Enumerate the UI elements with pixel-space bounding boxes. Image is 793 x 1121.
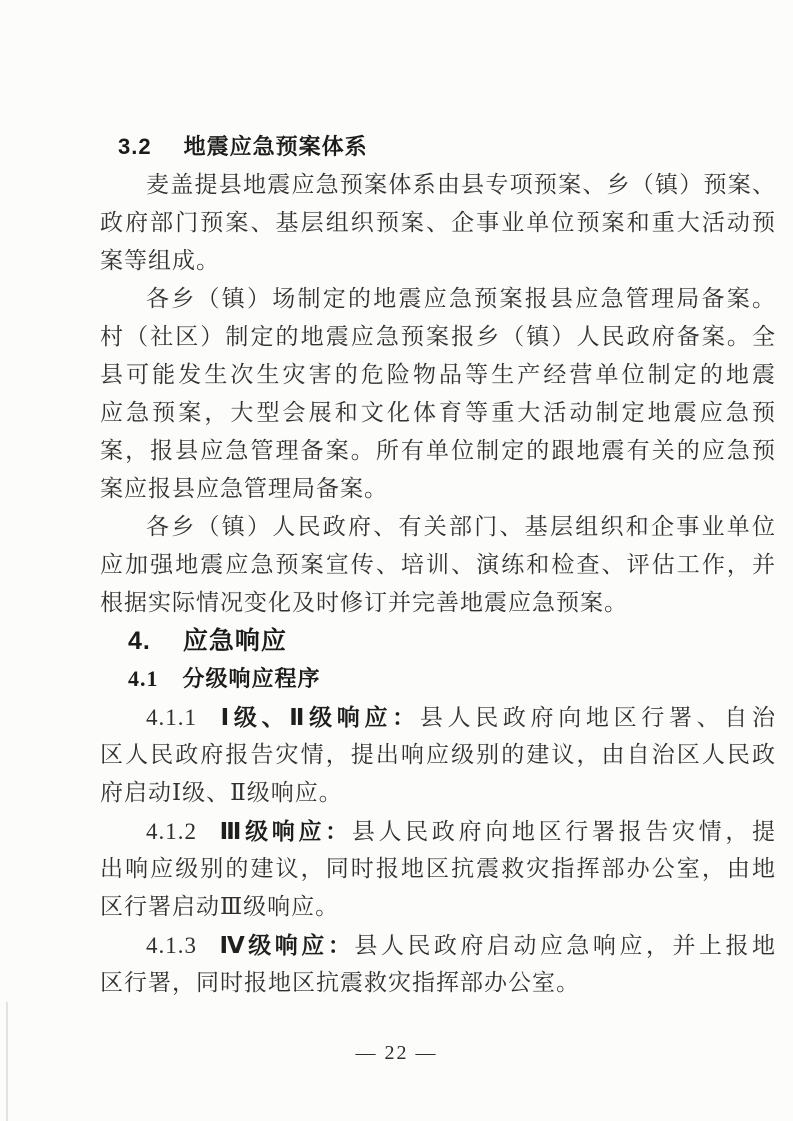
clause-4-1-1-line: 府启动Ⅰ级、Ⅱ级响应。 [100,780,343,805]
section-title-4-1: 分级响应程序 [182,666,321,691]
clause-label-4-1-2: Ⅲ级响应： [217,818,352,844]
clause-4-1-2-line [100,812,776,850]
para-overview-line: 政府部门预案、基层组织预案、企事业单位预案和重大活动预 [100,210,776,235]
clause-label-4-1-3: Ⅳ级响应： [217,932,355,958]
section-heading-4 [100,622,776,660]
clause-text: 县人民政府向地区行署、自治 [419,705,776,730]
section-number-3-2: 3.2 [118,134,152,159]
document-content [100,128,776,1002]
para-filing-line: 案，报县应急管理备案。所有单位制定的跟地震有关的应急预 [100,438,776,463]
para-filing-line: 县可能发生次生灾害的危险物品等生产经营单位制定的地震 [100,362,776,387]
section-heading-4-1 [100,660,776,698]
clause-text: 县人民政府启动应急响应，并上报地 [354,933,776,958]
para-filing-line: 应急预案，大型会展和文化体育等重大活动制定地震应急预 [100,400,776,425]
para-overview-line: 麦盖提县地震应急预案体系由县专项预案、乡（镇）预案、 [146,172,776,197]
para-overview-line: 案等组成。 [100,248,220,273]
clause-4-1-3-line [100,926,776,964]
section-title-3-2: 地震应急预案体系 [183,134,368,159]
clause-4-1-2-line: 出响应级别的建议，同时报地区抗震救灾指挥部办公室，由地 [100,856,776,881]
section-heading-3-2 [100,128,776,166]
para-filing-line: 案应报县应急管理局备案。 [100,476,388,501]
para-duty-line: 应加强地震应急预案宣传、培训、演练和检查、评估工作，并 [100,552,776,577]
para-filing-line: 各乡（镇）场制定的地震应急预案报县应急管理局备案。 [146,286,776,311]
clause-number-4-1-1: 4.1.1 [146,705,197,730]
section-title-4: 应急响应 [182,627,287,655]
clause-4-1-2-line: 区行署启动Ⅲ级响应。 [100,894,340,919]
page-number: — 22 — [355,1042,438,1064]
clause-label-4-1-1: Ⅰ级、Ⅱ级响应： [217,704,420,730]
clause-text: 县人民政府向地区行署报告灾情，提 [351,819,776,844]
para-duty-line: 各乡（镇）人民政府、有关部门、基层组织和企事业单位 [146,514,776,539]
clause-4-1-3-line: 区行署，同时报地区抗震救灾指挥部办公室。 [100,970,580,995]
para-filing-line: 村（社区）制定的地震应急预案报乡（镇）人民政府备案。全 [100,324,776,349]
clause-number-4-1-3: 4.1.3 [146,933,197,958]
clause-number-4-1-2: 4.1.2 [146,819,197,844]
clause-4-1-1-line: 区人民政府报告灾情，提出响应级别的建议，由自治区人民政 [100,742,776,767]
section-number-4-1: 4.1 [128,666,159,691]
section-number-4: 4. [128,627,151,655]
clause-4-1-1-line [100,698,776,736]
para-duty-line: 根据实际情况变化及时修订并完善地震应急预案。 [100,590,628,615]
